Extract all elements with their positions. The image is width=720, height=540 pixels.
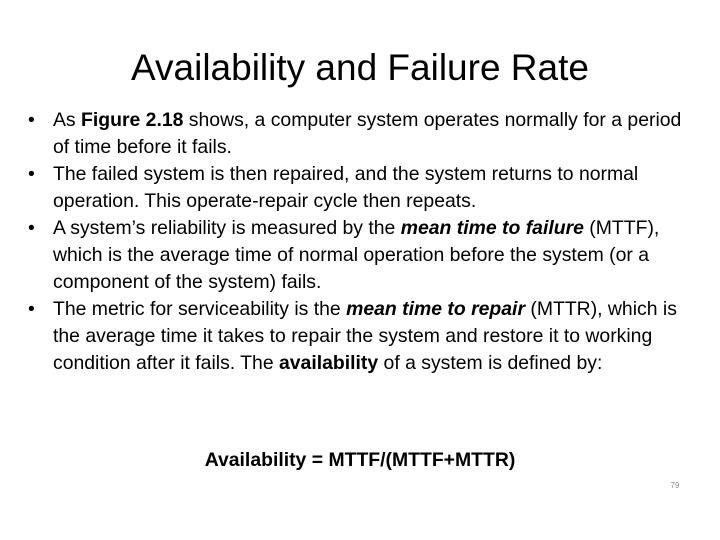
term-mttr: mean time to repair (346, 298, 525, 320)
availability-formula: Availability = MTTF/(MTTF+MTTR) (204, 449, 516, 471)
bullet-item (28, 215, 698, 296)
bullet-item (28, 296, 698, 377)
bullet-text: (MTTR), which is the average time it takes to repair the system and restore it to working condition after it fails. The (53, 298, 677, 374)
bullet-text: The failed system is then repaired, and the system returns to normal operation. This operate-repair cycle then repeats. (53, 163, 639, 212)
bullet-text: of a system is defined by: (378, 352, 603, 374)
bullet-text: (MTTF), which is the average time of normal operation before the system (or a component of the system) fails. (53, 217, 660, 293)
bullet-icon: • (28, 217, 35, 239)
bullet-icon: • (28, 109, 35, 131)
term-availability: availability (278, 352, 379, 374)
bullet-text: A system’s reliability is measured by the (53, 217, 401, 239)
page-number: 79 (670, 481, 680, 490)
bullet-item (28, 161, 698, 215)
bullet-icon: • (28, 163, 35, 185)
term-mttf: mean time to failure (400, 217, 584, 239)
bullet-item (28, 107, 698, 161)
figure-reference: Figure 2.18 (81, 109, 184, 131)
bullet-icon: • (28, 298, 35, 320)
bullet-text: As (53, 109, 82, 131)
bullet-text: shows, a computer system operates normally for a period of time before it fails. (53, 109, 682, 158)
bullet-list (28, 107, 698, 377)
slide-title: Availability and Failure Rate (131, 47, 589, 88)
bullet-text: The metric for serviceability is the (53, 298, 347, 320)
